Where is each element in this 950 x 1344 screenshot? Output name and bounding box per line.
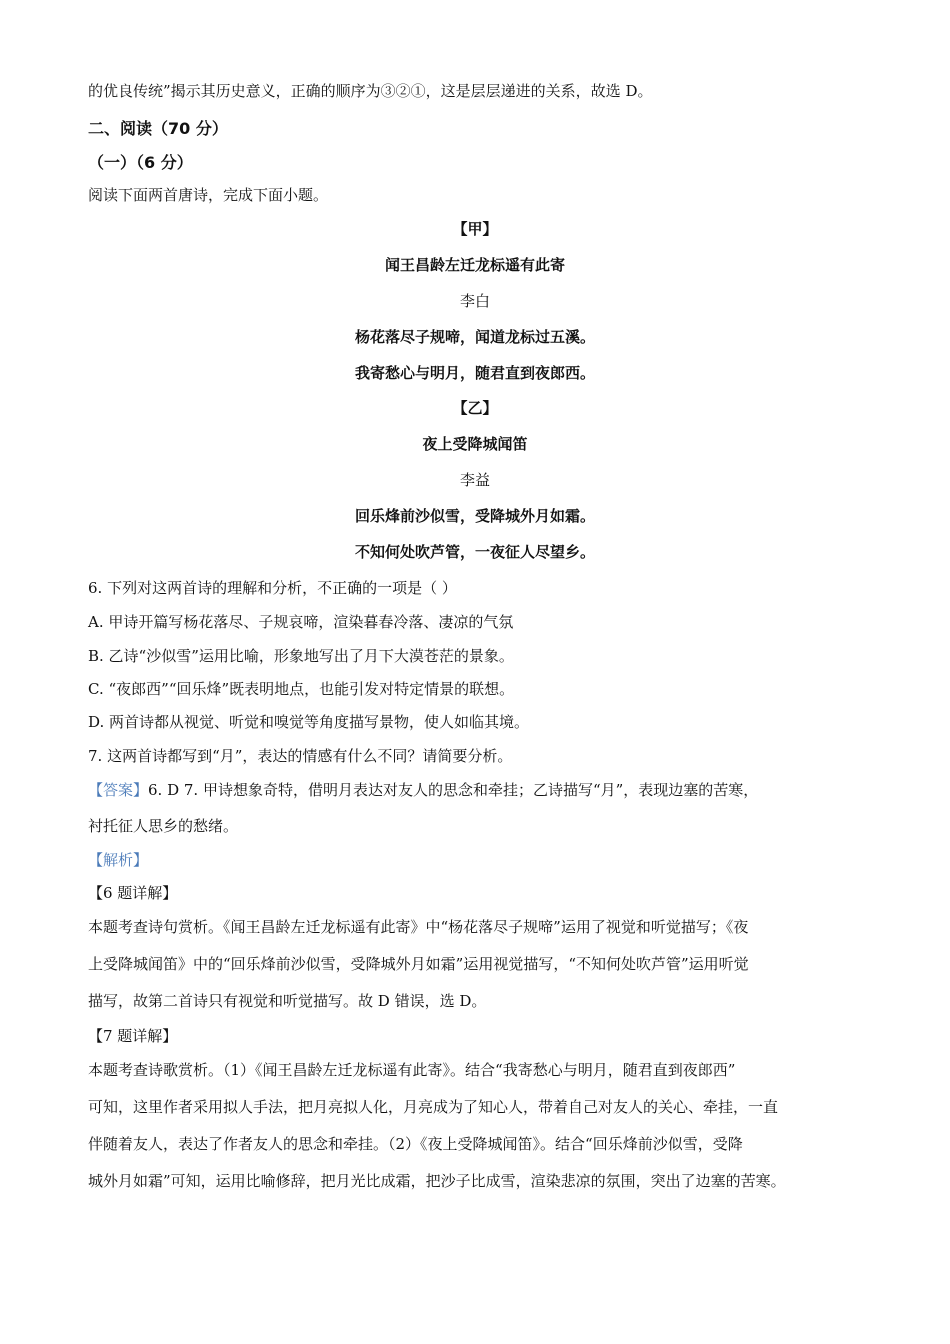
- poem-b-line1: 回乐烽前沙似雪，受降城外月如霜。: [354, 507, 595, 525]
- q6-option-c: C. “夜郎西”“回乐烽”既表明地点，也能引发对特定情景的联想。: [88, 680, 515, 698]
- q6-detail-line: 本题考查诗句赏析。《闻王昌龄左迁龙标遥有此寄》中“杨花落尽子规啼”运用了视觉和听觉描写；《夜: [88, 918, 749, 936]
- q6-stem: 6. 下列对这两首诗的理解和分析，不正确的一项是（ ）: [88, 579, 457, 597]
- poem-b-line2: 不知何处吹芦管，一夜征人尽望乡。: [354, 543, 595, 561]
- instruction-text: 阅读下面两首唐诗，完成下面小题。: [88, 186, 329, 204]
- intro-tail-text: 的优良传统”揭示其历史意义，正确的顺序为③②①，这是层层递进的关系，故选 D。: [88, 82, 653, 100]
- poem-a-title: 闻王昌龄左迁龙标遥有此寄: [384, 256, 565, 274]
- q6-detail-line: 描写，故第二首诗只有视觉和听觉描写。故 D 错误，选 D。: [88, 992, 487, 1010]
- answer-line1: [88, 779, 758, 800]
- q6-option-b: B. 乙诗“沙似雪”运用比喻，形象地写出了月下大漠苍茫的景象。: [88, 647, 514, 665]
- q6-detail-heading: 【6 题详解】: [88, 884, 178, 902]
- q6-option-d: D. 两首诗都从视觉、听觉和嗅觉等角度描写景物，使人如临其境。: [88, 713, 530, 731]
- analysis-label: 【解析】: [88, 851, 149, 869]
- poem-a-author: 李白: [459, 292, 490, 310]
- poem-a-mark: 【甲】: [452, 220, 498, 238]
- section-title: 二、阅读（70 分）: [88, 119, 228, 138]
- answer-line2: 衬托征人思乡的愁绪。: [88, 817, 239, 835]
- q6-detail-line: 上受降城闻笛》中的“回乐烽前沙似雪，受降城外月如霜”运用视觉描写，“不知何处吹芦管”运用听觉: [88, 955, 749, 973]
- q7-detail-line: 伴随着友人，表达了作者友人的思念和牵挂。（2）《夜上受降城闻笛》。结合“回乐烽前沙似雪，受降: [88, 1135, 743, 1153]
- q7-stem: 7. 这两首诗都写到“月”，表达的情感有什么不同？请简要分析。: [88, 747, 513, 765]
- answer-label: 【答案】: [88, 781, 149, 799]
- q7-detail-heading: 【7 题详解】: [88, 1027, 178, 1045]
- q6-option-a: A. 甲诗开篇写杨花落尽、子规哀啼，渲染暮春冷落、凄凉的气氛: [88, 613, 514, 631]
- q7-detail-line: 可知，这里作者采用拟人手法，把月亮拟人化，月亮成为了知心人，带着自己对友人的关心、牵挂，一直: [88, 1098, 779, 1116]
- poem-a-line1: 杨花落尽子规啼，闻道龙标过五溪。: [354, 328, 595, 346]
- poem-b-author: 李益: [459, 471, 490, 489]
- sub-title: （一）（6 分）: [88, 153, 193, 172]
- q7-detail-line: 城外月如霜”可知，运用比喻修辞，把月光比成霜，把沙子比成雪，渲染悲凉的氛围，突出了边塞的苦寒。: [88, 1172, 786, 1190]
- poem-b-mark: 【乙】: [452, 399, 498, 417]
- q7-detail-line: 本题考查诗歌赏析。（1）《闻王昌龄左迁龙标遥有此寄》。结合“我寄愁心与明月，随君直到夜郎西”: [88, 1061, 736, 1079]
- poem-b-title: 夜上受降城闻笛: [422, 435, 528, 453]
- answer-body: 6. D 7. 甲诗想象奇特，借明月表达对友人的思念和牵挂；乙诗描写“月”，表现边塞的苦寒，: [148, 781, 759, 799]
- poem-a-line2: 我寄愁心与明月，随君直到夜郎西。: [354, 364, 595, 382]
